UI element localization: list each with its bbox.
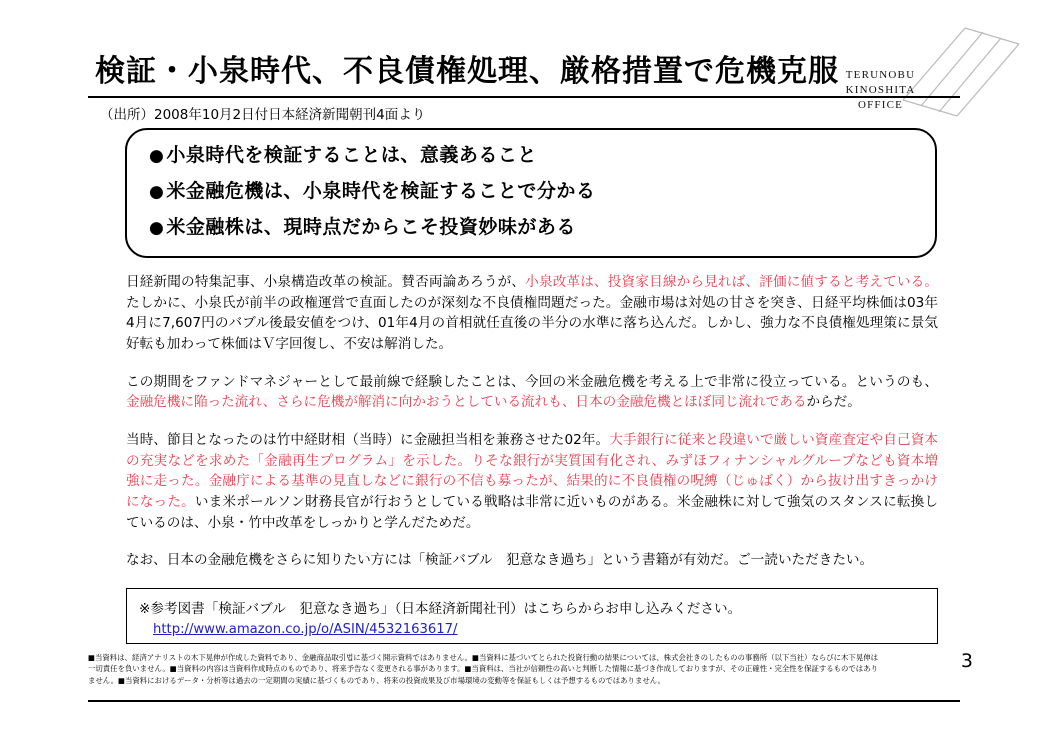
paragraph-4: なお、日本の金融危機をさらに知りたい方には「検証バブル 犯意なき過ち」という書籍が有効だ。ご一読いただきたい。: [126, 552, 874, 569]
key-point-text: 米金融株は、現時点だからこそ投資妙味がある: [166, 216, 576, 238]
logo-line-2: KINOSHITA: [845, 83, 916, 96]
p3-highlight: 大手銀行に従来と段違いで厳しい資産査定や自己資本の充実などを求めた「金融再生プログラム」を示した。りそな銀行が実質国有化され、みずほフィナンシャルグループなども資本増強に走った。金融庁による基準の見直しなどに銀行の不信も募ったが、結果的に不良債権の呪縛（じゅばく）から抜け出すきっかけになった。: [126, 431, 938, 510]
list-item: [149, 182, 935, 201]
p3-part-a: 当時、節目となったのは竹中経財相（当時）に金融担当相を兼務させた02年。: [126, 431, 610, 448]
p1-part-a: 日経新聞の特集記事、小泉構造改革の検証。賛否両論あろうが、: [126, 274, 526, 290]
key-point-text: 小泉時代を検証することは、意義あること: [166, 144, 537, 166]
bullet-icon: ●: [149, 218, 165, 238]
key-point-text: 米金融危機は、小泉時代を検証することで分かる: [166, 180, 596, 202]
p2-highlight: 金融危機に陥った流れ、さらに危機が解消に向かおうとしている流れも、日本の金融危機とほぼ同じ流れである: [126, 394, 807, 411]
reference-link[interactable]: http://www.amazon.co.jp/o/ASIN/4532163617/: [153, 622, 458, 637]
p2-part-b: からだ。: [806, 394, 861, 411]
title-divider: [88, 96, 960, 98]
logo-line-1: TERUNOBU: [845, 69, 916, 81]
key-points-callout: [125, 128, 937, 258]
footer-divider: [88, 700, 960, 702]
source-note: （出所）2008年10月2日付日本経済新聞朝刊4面より: [100, 107, 426, 123]
page-number: 3: [960, 650, 973, 672]
paragraph-1: [126, 272, 938, 355]
p2-part-a: この期間をファンドマネジャーとして最前線で経験したことは、今回の米金融危機を考える上で非常に役立っている。というのも、: [126, 373, 938, 390]
page-title: 検証・小泉時代、不良債権処理、厳格措置で危機克服: [95, 54, 839, 89]
reference-box: [126, 588, 938, 644]
list-item: [149, 218, 935, 237]
body-text: [126, 272, 938, 588]
paragraph-2: [126, 372, 938, 413]
paragraph-3: [126, 430, 938, 533]
list-item: [149, 146, 935, 165]
logo-line-3: OFFICE: [857, 98, 904, 111]
key-points-list: [127, 130, 935, 237]
disclaimer-text: ■当資料は、経済アナリストの木下晃伸が作成した資料であり、金融商品取引법に基づく開示資料ではありません。■当資料に基づいてとられた投資行動の結果については、株式会社きのしたものの事務所（以下当社）ならびに木下晃伸は一切責任を負いません。■当資料の内容は当資料作成時点のものであり、将来予告なく変更される事があります。■当資料は、当社が信頼性の高いと判断した情報に基づき作成しておりますが、その正確性・完全性を保証するものではありません。■当資料におけるデータ・分析等は過去の一定期間の実績に基づくものであり、将来の投資成果及び市場環境の変動等を保証もしくは予想するものではありません。: [88, 653, 878, 685]
p3-part-b: いま米ポールソン財務長官が行おうとしている戦略は非常に近いものがある。米金融株に対して強気のスタンスに転換しているのは、小泉・竹中改革をしっかりと学んだためだ。: [126, 493, 938, 531]
logo: [828, 68, 933, 113]
p1-part-b: たしかに、小泉氏が前半の政権運営で直面したのが深刻な不良債権問題だった。金融市場は対処の甘さを突き、日経平均株価は03年4月に7,607円のバブル後最安値をつけ、01年4月の首相就任直後の半分の水準に落ち込んだ。しかし、強力な不良債権処理策に景気好転も加わって株価はＶ字回復し、不安は解消した。: [126, 294, 938, 352]
bullet-icon: ●: [149, 182, 165, 202]
reference-text: ※参考図書「検証バブル 犯意なき過ち」（日本経済新聞社刊）はこちらからお申し込みください。: [139, 601, 742, 617]
bullet-icon: ●: [149, 146, 165, 166]
p1-highlight: 小泉改革は、投資家目線から見れば、評価に値すると考えている。: [525, 274, 938, 290]
